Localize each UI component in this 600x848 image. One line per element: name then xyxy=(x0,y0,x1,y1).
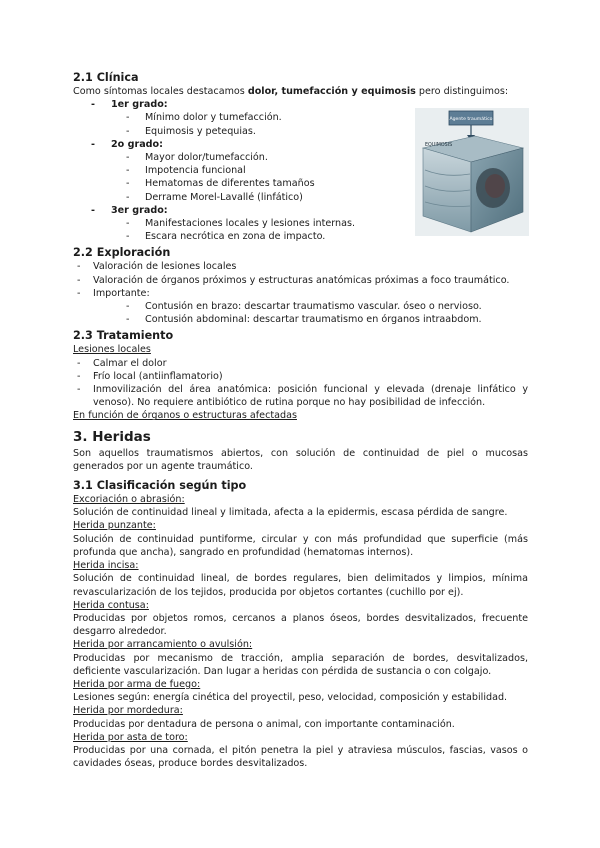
section-3-1-title: 3.1 Clasificación según tipo xyxy=(73,479,247,493)
grade-3: - 3er grado: xyxy=(73,204,528,217)
section-3-intro: Son aquellos traumatismos abiertos, con solución de continuidad de piel o mucosas generados por un agente traumático. xyxy=(73,447,528,472)
figure-label-side: EQUIMOSIS xyxy=(425,143,453,148)
grade-1-items xyxy=(73,111,528,137)
wound-type-desc: Producidas por objetos romos, cercanos a planos óseos, bordes desvitalizados, frecuente desgarro alrededor. xyxy=(73,612,528,638)
grade-1: - 1er grado: xyxy=(73,98,528,111)
list-item: - Contusión en brazo: descartar traumatismo vascular. óseo o nervioso. xyxy=(73,300,528,313)
wound-type-name: Herida contusa: xyxy=(73,599,149,611)
section-2-1-intro: Como síntomas locales destacamos dolor, tumefacción y equimosis pero distinguimos: xyxy=(73,86,509,97)
list-item: - Mayor dolor/tumefacción. xyxy=(73,151,528,164)
list-item: - Importante: xyxy=(73,287,528,300)
grade-2: - 2o grado: xyxy=(73,138,528,151)
wound-type-name: Herida por asta de toro: xyxy=(73,731,188,743)
exploration-list xyxy=(73,260,528,300)
section-2-1-title: 2.1 Clínica xyxy=(73,71,139,84)
treatment-note: En función de órganos o estructuras afectadas xyxy=(73,410,297,422)
grade-2-items xyxy=(73,151,528,204)
list-item: - Frío local (antiinflamatorio) xyxy=(73,370,528,383)
list-item: - Contusión abdominal: descartar traumatismo en órganos intraabdom. xyxy=(73,313,528,326)
treatment-list xyxy=(73,357,528,410)
wound-type-name: Herida por arma de fuego: xyxy=(73,678,201,690)
list-item: - Mínimo dolor y tumefacción. xyxy=(73,111,528,124)
wound-type-name: Excoriación o abrasión: xyxy=(73,494,185,506)
treatment-subtitle: Lesiones locales xyxy=(73,344,151,356)
section-3-title: 3. Heridas xyxy=(73,428,151,445)
list-item: - Calmar el dolor xyxy=(73,357,528,370)
list-item: - Valoración de órganos próximos y estructuras anatómicas próximas a foco traumático. xyxy=(73,274,528,287)
wound-type-name: Herida punzante: xyxy=(73,520,156,532)
wound-type-desc: Producidas por una cornada, el pitón penetra la piel y atraviesa músculos, fascias, vasos o cavidades óseas, produce bordes desvitalizados. xyxy=(73,744,528,770)
section-2-3-title: 2.3 Tratamiento xyxy=(73,329,174,343)
wound-type-name: Herida incisa: xyxy=(73,560,139,572)
list-item: - Derrame Morel-Lavallé (linfático) xyxy=(73,191,528,204)
wound-type-desc: Solución de continuidad puntiforme, circular y con más profundidad que superficie (más profunda que ancha), sangrado en profundidad (hematomas internos). xyxy=(73,533,528,558)
list-item: - Equimosis y petequias. xyxy=(73,125,528,138)
wound-type-desc: Solución de continuidad lineal, de bordes regulares, bien delimitados y limpios, mínima revascularización de los tejidos, producida por objetos cortantes (cuchillo por ej). xyxy=(73,573,528,598)
wound-type-desc: Solución de continuidad lineal y limitada, afecta a la epidermis, escasa pérdida de sangre. xyxy=(73,507,508,519)
wound-type-name: Herida por mordedura: xyxy=(73,705,183,717)
wound-type-desc: Producidas por dentadura de persona o animal, con importante contaminación. xyxy=(73,718,455,730)
exploration-sublist xyxy=(73,300,528,326)
wound-type-desc: Lesiones según: energía cinética del proyectil, peso, velocidad, composición y estabilidad. xyxy=(73,692,508,704)
figure-label-top: Agente traumático xyxy=(449,117,493,122)
wound-type-name: Herida por arrancamiento o avulsión: xyxy=(73,639,253,651)
section-2-2-title: 2.2 Exploración xyxy=(73,246,171,260)
list-item: - Escara necrótica en zona de impacto. xyxy=(73,230,528,243)
list-item: - Impotencia funcional xyxy=(73,164,528,177)
wound-type-desc: Producidas por mecanismo de tracción, amplia separación de bordes, desvitalizados, deficiente vascularización. Dan lugar a heridas con pérdida de sustancia o con colgajo. xyxy=(73,652,528,677)
list-item: - Manifestaciones locales y lesiones internas. xyxy=(73,217,528,230)
grade-list xyxy=(73,98,528,111)
document-page xyxy=(73,71,528,770)
grade-3-items xyxy=(73,217,528,243)
list-item: - Inmovilización del área anatómica: posición funcional y elevada (drenaje linfático y venoso). No requiere antibiótico de rutina porque no hay posibilidad de infección. xyxy=(73,383,528,409)
list-item: - Hematomas de diferentes tamaños xyxy=(73,177,528,190)
list-item: - Valoración de lesiones locales xyxy=(73,260,528,273)
